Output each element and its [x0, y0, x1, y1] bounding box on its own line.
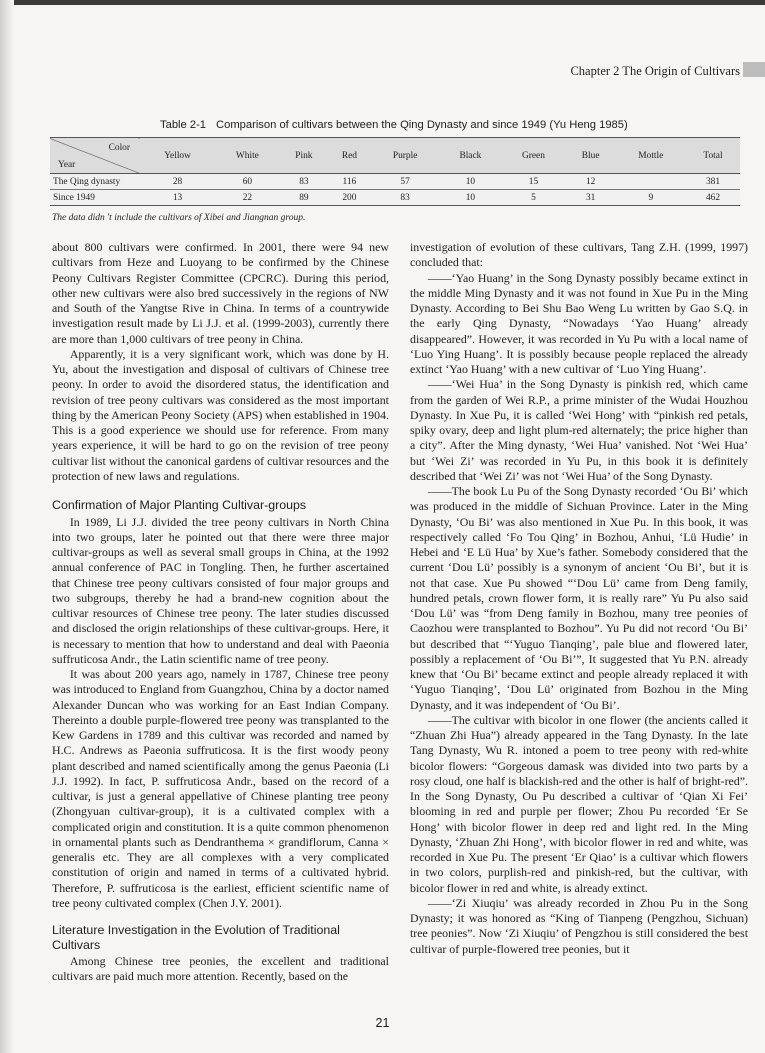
table-cell: 116 — [328, 174, 371, 190]
column-header: Yellow — [140, 138, 215, 174]
column-header: Black — [440, 138, 502, 174]
table-title: Comparison of cultivars between the Qing Dynasty and since 1949 (Yu Heng 1985) — [216, 119, 628, 131]
table-footnote: The data didn 't include the cultivars of Xibei and Jiangnan group. — [52, 213, 306, 223]
table-cell: 9 — [616, 190, 686, 206]
right-text-column — [410, 240, 748, 957]
paragraph: ——‘Zi Xiuqiu’ was already recorded in Zhou Pu in the Song Dynasty; it was honored as “King of Tianpeng (Pengzhou, Sichuan) tree peonies”. Now ‘Zi Xiuqiu’ of Pengzhou is still considered the best cultivar of purple-flowered tree peonies, but it — [410, 895, 748, 956]
table-header-row — [50, 138, 740, 174]
table-cell: 13 — [140, 190, 215, 206]
table-cell: 31 — [566, 190, 616, 206]
table-cell: 60 — [215, 174, 280, 190]
row-label: Since 1949 — [50, 190, 140, 206]
paragraph: ——The cultivar with bicolor in one flower (the ancients called it “Zhuan Zhi Hua”) already appeared in the Tang Dynasty. In the late Tang Dynasty, Wu R. intoned a poem to tree peony with red-white bicolor flowers: “Gorgeous damask was divided into two parts by a rosy cloud, one half is blackish-red and the other is half of bright-red”. In the Song Dynasty, Ou Pu described a cultivar of ‘Qian Xi Fei’ blooming in red and purple per flower; Zhou Pu recorded ‘Er Se Hong’ with bicolor flower in deep red and light red. In the Ming Dynasty, ‘Zhuan Zhi Hong’, with bicolor flower in red and white, was recorded in Xue Pu. The present ‘Er Qiao’ is a cultivar which flowers in two colors, purplish-red and pinkish-red, but the cultivar, with bicolor flower in red and white, is already extinct. — [410, 712, 748, 895]
table-cell: 5 — [501, 190, 566, 206]
cultivar-comparison-table — [50, 137, 740, 206]
paragraph: about 800 cultivars were confirmed. In 2001, there were 94 new cultivars from Heze and Luoyang to be confirmed by the Chinese Peony Cultivars Register Committee (CPCRC). During this period, other new cultivars were also bred successively in the regions of NW and South of the Yangtse Rive in China. In terms of a countrywide investigation result made by Li J.J. et al. (1999-2003), currently there are more than 1,000 cultivars of tree peony in China. — [52, 240, 389, 346]
table-cell: 83 — [371, 190, 440, 206]
table-cell: 10 — [440, 174, 502, 190]
table-cell: 10 — [440, 190, 502, 206]
column-header: Purple — [371, 138, 440, 174]
paragraph: investigation of evolution of these cultivars, Tang Z.H. (1999, 1997) concluded that: — [410, 240, 748, 270]
column-header: Total — [686, 138, 740, 174]
table-cell: 381 — [686, 174, 740, 190]
paragraph: ——‘Wei Hua’ in the Song Dynasty is pinkish red, which came from the garden of Wei R.P., a prime minister of the Wudai Houzhou Dynasty. In Xue Pu, it is called ‘Wei Hong’ with “pinkish red petals, spiky ovary, deep and light plum-red alternately; the price higher than a city”. After the Ming dynasty, ‘Wei Hua’ vanished. Not ‘Wei Hua’ but ‘Wei Zi’ was recorded in Yu Pu, in this book it is definitely described that ‘Wei Zi’ was not ‘Wei Hua’ of the Song Dynasty. — [410, 377, 748, 483]
table-cell: 22 — [215, 190, 280, 206]
paragraph: ——The book Lu Pu of the Song Dynasty recorded ‘Ou Bi’ which was produced in the middle of Sichuan Province. Later in the Ming Dynasty, ‘Ou Bi’ was also mentioned in Xue Pu. In this book, it was respectively called ‘Fo Tou Qing’ in Bozhou, Anhui, ‘Lü Hudie’ in Hebei and ‘E Lü Hua’ by Xue’s father. Somebody considered that the current ‘Dou Lü’ possibly is a synonym of ancient ‘Ou Bi’, but it is not that case. Xue Pu showed “‘Dou Lü’ came from Deng family, hundred petals, crown flower form, it is really rare” Yu Pu also said ‘Dou Lü’ was “from Deng family in Bozhou, many tree peonies of Caozhou were transplanted to Bozhou”. Yu Pu did not record ‘Ou Bi’ but described that “‘Yuguo Tianqing’, pale blue and flowered later, possibly a replacement of ‘Ou Bi’”, It suggested that Yu P.N. already knew that ‘Ou Bi’ became extinct and people already replaced it with ‘Yuguo Tianqing’, ‘Dou Lü’ originated from Bozhou in the Ming Dynasty, and it was independent of ‘Ou Bi’. — [410, 484, 748, 712]
table-cell: 462 — [686, 190, 740, 206]
table-row — [50, 174, 740, 190]
corner-label-color: Color — [108, 143, 130, 153]
paragraph: Apparently, it is a very significant work, which was done by H. Yu, about the investigation and disposal of cultivars of Chinese tree peony. In order to avoid the disordered status, the identification and revision of tree peony cultivars was considered as the most important thing by the American Peony Society (APS) when established in 1904. This is a good experience we should use for reference. From many years experience, it will be hard to go on the revision of tree peony cultivar list without the canonical gardens of cultivar resources and the protection of new laws and regulations. — [52, 346, 389, 483]
table-cell: 200 — [328, 190, 371, 206]
page-number: 21 — [375, 1016, 390, 1030]
table-cell: 28 — [140, 174, 215, 190]
table-caption — [160, 119, 628, 131]
table-cell: 57 — [371, 174, 440, 190]
table-cell: 12 — [566, 174, 616, 190]
top-edge-bar — [0, 0, 765, 5]
section-heading: Confirmation of Major Planting Cultivar-groups — [52, 498, 307, 512]
paragraph: Among Chinese tree peonies, the excellent and traditional cultivars are paid much more attention. Recently, based on the — [52, 954, 389, 984]
corner-label-year: Year — [58, 160, 76, 170]
table-row — [50, 190, 740, 206]
table-cell: 89 — [280, 190, 328, 206]
table-number: Table 2-1 — [160, 119, 207, 131]
paragraph: In 1989, Li J.J. divided the tree peony cultivars in North China into two groups, later he pointed out that there were three major cultivar-groups as well as several small groups in China, at the 1992 annual conference of PAC in Tongling. Then, he further ascertained that Chinese tree peony cultivars consisted of four major groups and two subgroups, thereby he had a brand-new cognition about the cultivar resources of Chinese tree peony. The later studies discussed and disclosed the origin relationships of these cultivar-groups. Here, it is necessary to mention that how to understand and deal with Paeonia suffruticosa Andr., the Latin scientific name of tree peony. — [52, 514, 389, 666]
table-cell — [616, 174, 686, 190]
table-corner-cell — [50, 138, 140, 174]
column-header: Red — [328, 138, 371, 174]
column-header: Blue — [566, 138, 616, 174]
column-header: White — [215, 138, 280, 174]
chapter-tab-marker — [743, 62, 765, 77]
column-header: Pink — [280, 138, 328, 174]
section-heading: Literature Investigation in the Evolution of Traditional Cultivars — [52, 923, 340, 952]
column-header: Mottle — [616, 138, 686, 174]
running-header: Chapter 2 The Origin of Cultivars — [570, 64, 740, 78]
paragraph: It was about 200 years ago, namely in 1787, Chinese tree peony was introduced to England from Guangzhou, China by a doctor named Alexander Duncan who was working for an East Indian Company. Thereinto a double purple-flowered tree peony was transplanted to the Kew Gardens in 1789 and this cultivar was recorded and named by H.C. Andrews as Paeonia suffruticosa. It is the first woody peony plant described and named scientifically among the genus Paeonia (Li J.J. 1992). In fact, P. suffruticosa Andr., based on the record of a cultivar, is just a general appellative of Chinese planting tree peony (Zhongyuan cultivar-group), it is a cultivated complex with a complicated origin and constitution. It is a quite common phenomenon in ornamental plants such as Dendranthema × grandiflorum, Canna × generalis etc. They are all complexes with a very complicated constitution of origin and named in terms of a cultivated hybrid. Therefore, P. suffruticosa is the earliest, efficient scientific name of tree peony cultivated complex (Chen J.Y. 2001). — [52, 667, 389, 910]
table-cell: 15 — [501, 174, 566, 190]
row-label: The Qing dynasty — [50, 174, 140, 190]
paragraph: ——‘Yao Huang’ in the Song Dynasty possibly became extinct in the middle Ming Dynasty and it was not found in Xue Pu in the Ming Dynasty. According to Bei Shu Bao Weng Lu written by Gao S.Q. in the early Qing Dynasty, “Nowadays ‘Yao Huang’ already disappeared”. However, it was recorded in Yu Pu with a local name of ‘Luo Ying Huang’. It is possibly because people replaced the already extinct ‘Yao Huang’ with a new cultivar of ‘Luo Ying Huang’. — [410, 270, 748, 376]
book-spine-shadow — [0, 0, 14, 1053]
table-cell: 83 — [280, 174, 328, 190]
left-text-column — [52, 240, 389, 985]
column-header: Green — [501, 138, 566, 174]
